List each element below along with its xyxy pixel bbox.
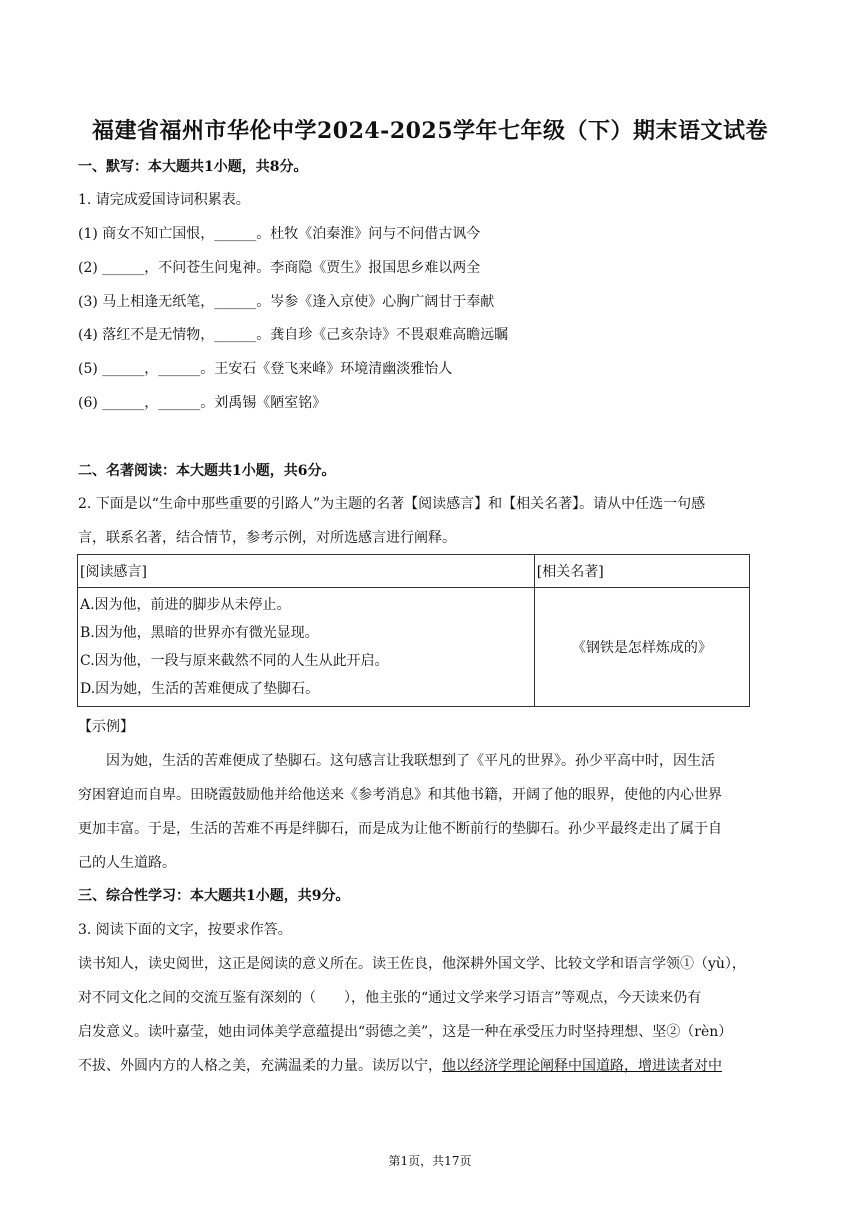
quote-option-d: D.因为她，生活的苦难便成了垫脚石。 bbox=[80, 681, 320, 697]
underlined-sentence: 他以经济学理论阐释中国道路，增进读者对中 bbox=[442, 1058, 722, 1074]
example-line-1: 因为她，生活的苦难便成了垫脚石。这句感言让我联想到了《平凡的世界》。孙少平高中时，因生活 bbox=[106, 753, 715, 769]
quote-option-c: C.因为他，一段与原来截然不同的人生从此开启。 bbox=[80, 653, 389, 669]
section-heading-3: 三、综合性学习：本大题共1小题，共9分。 bbox=[78, 888, 350, 904]
question-1-intro: 1. 请完成爱国诗词积累表。 bbox=[78, 192, 250, 208]
question-2-line-2: 言，联系名著，结合情节，参考示例，对所选感言进行阐释。 bbox=[78, 530, 456, 546]
table-header-books: [相关名著] bbox=[534, 555, 749, 588]
poem-item-1: (1) 商女不知亡国恨，______。杜牧《泊秦淮》问与不问借古讽今 bbox=[78, 226, 481, 242]
passage-line-4 bbox=[78, 1057, 722, 1075]
example-line-3: 更加丰富。于是，生活的苦难不再是绊脚石，而是成为让他不断前行的垫脚石。孙少平最终走出了属于自 bbox=[78, 821, 722, 837]
example-line-2: 穷困窘迫而自卑。田晓霞鼓励他并给他送来《参考消息》和其他书籍，开阔了他的眼界，使他的内心世界 bbox=[78, 787, 722, 803]
poem-item-5: (5) ______，______。王安石《登飞来峰》环境清幽淡雅怡人 bbox=[78, 361, 453, 377]
passage-line-3: 启发意义。读叶嘉莹，她由词体美学意蕴提出“弱德之美”，这是一种在承受压力时坚持理想、坚②（rèn） bbox=[78, 1024, 733, 1040]
poem-item-2: (2) ______，不问苍生问鬼神。李商隐《贾生》报国思乡难以两全 bbox=[78, 260, 481, 276]
passage-line-2: 对不同文化之间的交流互鉴有深刻的（ ），他主张的“通过文学来学习语言”等观点，今天读来仍有 bbox=[78, 990, 702, 1006]
table-header-quotes: [阅读感言] bbox=[78, 555, 535, 588]
poem-item-6: (6) ______，______。刘禹锡《陋室铭》 bbox=[78, 395, 327, 411]
example-line-4: 己的人生道路。 bbox=[78, 855, 176, 871]
quote-option-a: A.因为他，前进的脚步从未停止。 bbox=[80, 597, 291, 613]
reading-table bbox=[77, 554, 750, 707]
page-footer: 第1页，共17页 bbox=[388, 1154, 472, 1168]
table-cell-quotes bbox=[78, 588, 535, 707]
passage-line-1: 读书知人，读史阅世，这正是阅读的意义所在。读王佐良，他深耕外国文学、比较文学和语言学领①（yù）， bbox=[78, 956, 746, 972]
section-heading-2: 二、名著阅读：本大题共1小题，共6分。 bbox=[78, 463, 336, 479]
poem-item-3: (3) 马上相逢无纸笔，______。岑参《逢入京使》心胸广阔甘于奉献 bbox=[78, 294, 495, 310]
question-3-intro: 3. 阅读下面的文字，按要求作答。 bbox=[78, 922, 292, 938]
poem-item-4: (4) 落红不是无情物，______。龚自珍《己亥杂诗》不畏艰难高瞻远瞩 bbox=[78, 327, 509, 343]
quote-option-b: B.因为他，黑暗的世界亦有微光显现。 bbox=[80, 625, 319, 641]
passage-line-4-text: 不拔、外圆内方的人格之美，充满温柔的力量。读厉以宁， bbox=[78, 1058, 442, 1074]
page-title: 福建省福州市华伦中学2024-2025学年七年级（下）期末语文试卷 bbox=[91, 118, 769, 144]
table-cell-book: 《钢铁是怎样炼成的》 bbox=[534, 588, 749, 707]
example-label: 【示例】 bbox=[78, 719, 134, 735]
question-2-line-1: 2. 下面是以“生命中那些重要的引路人”为主题的名著【阅读感言】和【相关名著】。请从中任选一句感 bbox=[78, 496, 706, 512]
section-heading-1: 一、默写：本大题共1小题，共8分。 bbox=[78, 159, 308, 175]
